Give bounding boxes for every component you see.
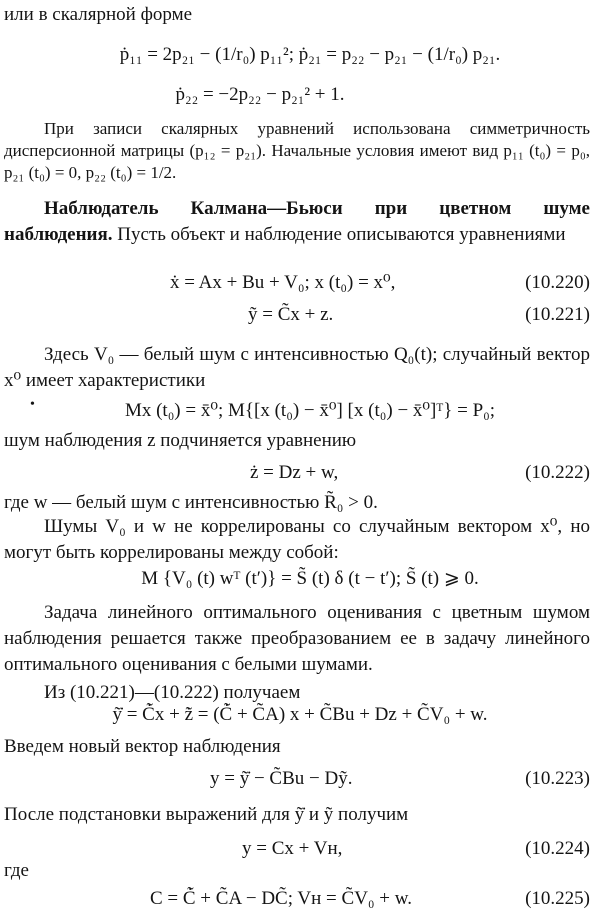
equation-p11-p21: ṗ₁₁ = 2p₂₁ − (1/r₀) p₁₁²; ṗ₂₁ = p₂₂ − p₂₁ − (1/r₀) p₂₁. <box>119 44 501 65</box>
equation-statistics: Mx (t₀) = x̄⁰; M{[x (t₀) − x̄⁰] [x (t₀) − x̄⁰]ᵀ} = P₀; <box>124 400 496 421</box>
equation-10-221: ỹ = C̃x + z. <box>248 304 334 325</box>
paragraph-uncorrelated: Шумы V₀ и w не коррелированы со случайным вектором x⁰, но могут быть коррелированы между собой: <box>4 516 590 563</box>
section-intro-text: Пусть объект и наблюдение описываются уравнениями <box>112 224 566 245</box>
equation-y-derivative: ỹ̇ = C̃̇x + z̃̇ = (C̃̇ + C̃A) x + C̃Bu + Dz + C̃V₀ + w. <box>112 704 488 725</box>
intro-line: или в скалярной форме <box>4 4 193 25</box>
margin-dot: • <box>30 397 35 412</box>
equation-number-10-220: (10.220) <box>525 272 590 293</box>
paragraph-task: Задача линейного оптимального оценивания с цветным шумом наблюдения решается также преобразованием ее в задачу линейного оптимального оценивания с белыми шумами. <box>4 602 590 675</box>
equation-10-224: y = Cx + Vн, <box>242 838 343 859</box>
paragraph-symmetry: При записи скалярных уравнений использована симметричность дисперсионной матрицы (p₁₂ = p₂₁). Начальные условия имеют вид p₁₁ (t₀) = p₀, p₂₁ (t₀) = 0, p₂₂ (t₀) = 1/2. <box>4 119 590 182</box>
equation-number-10-224: (10.224) <box>525 838 590 859</box>
paragraph-new-vector: Введем новый вектор наблюдения <box>4 736 281 757</box>
equation-10-220: ẋ = Ax + Bu + V₀; x (t₀) = x⁰, <box>170 272 396 293</box>
paragraph-observation-noise: шум наблюдения z подчиняется уравнению <box>4 430 357 451</box>
paragraph-from-equations: Из (10.221)—(10.222) получаем <box>44 682 301 703</box>
equation-10-223: y = ỹ̇ − C̃Bu − Dỹ. <box>210 768 353 789</box>
paragraph-after-substitution: После подстановки выражений для ỹ̇ и ỹ получим <box>4 804 409 825</box>
equation-number-10-222: (10.222) <box>525 462 590 483</box>
equation-number-10-221: (10.221) <box>525 304 590 325</box>
equation-correlation: M {V₀ (t) wᵀ (t′)} = S̃ (t) δ (t − t′); S̃ (t) ⩾ 0. <box>141 568 479 589</box>
equation-p22: ṗ₂₂ = −2p₂₂ − p₂₁² + 1. <box>175 84 345 105</box>
paragraph-white-noise: Здесь V₀ — белый шум с интенсивностью Q₀(t); случайный вектор x⁰ имеет характеристики <box>4 344 590 391</box>
equation-10-225: C = C̃̇ + C̃A − DC̃; Vн = C̃V₀ + w. <box>150 888 412 909</box>
equation-number-10-225: (10.225) <box>525 888 590 909</box>
word-where: где <box>4 860 29 881</box>
section-heading: Наблюдатель Калмана—Бьюси при цветном шуме наблюдения. <box>4 198 590 245</box>
section-kalman-bucy <box>4 196 590 248</box>
equation-number-10-223: (10.223) <box>525 768 590 789</box>
paragraph-w-noise: где w — белый шум с интенсивностью R̃₀ > 0. <box>4 492 378 513</box>
equation-10-222: ż = Dz + w, <box>250 462 339 483</box>
